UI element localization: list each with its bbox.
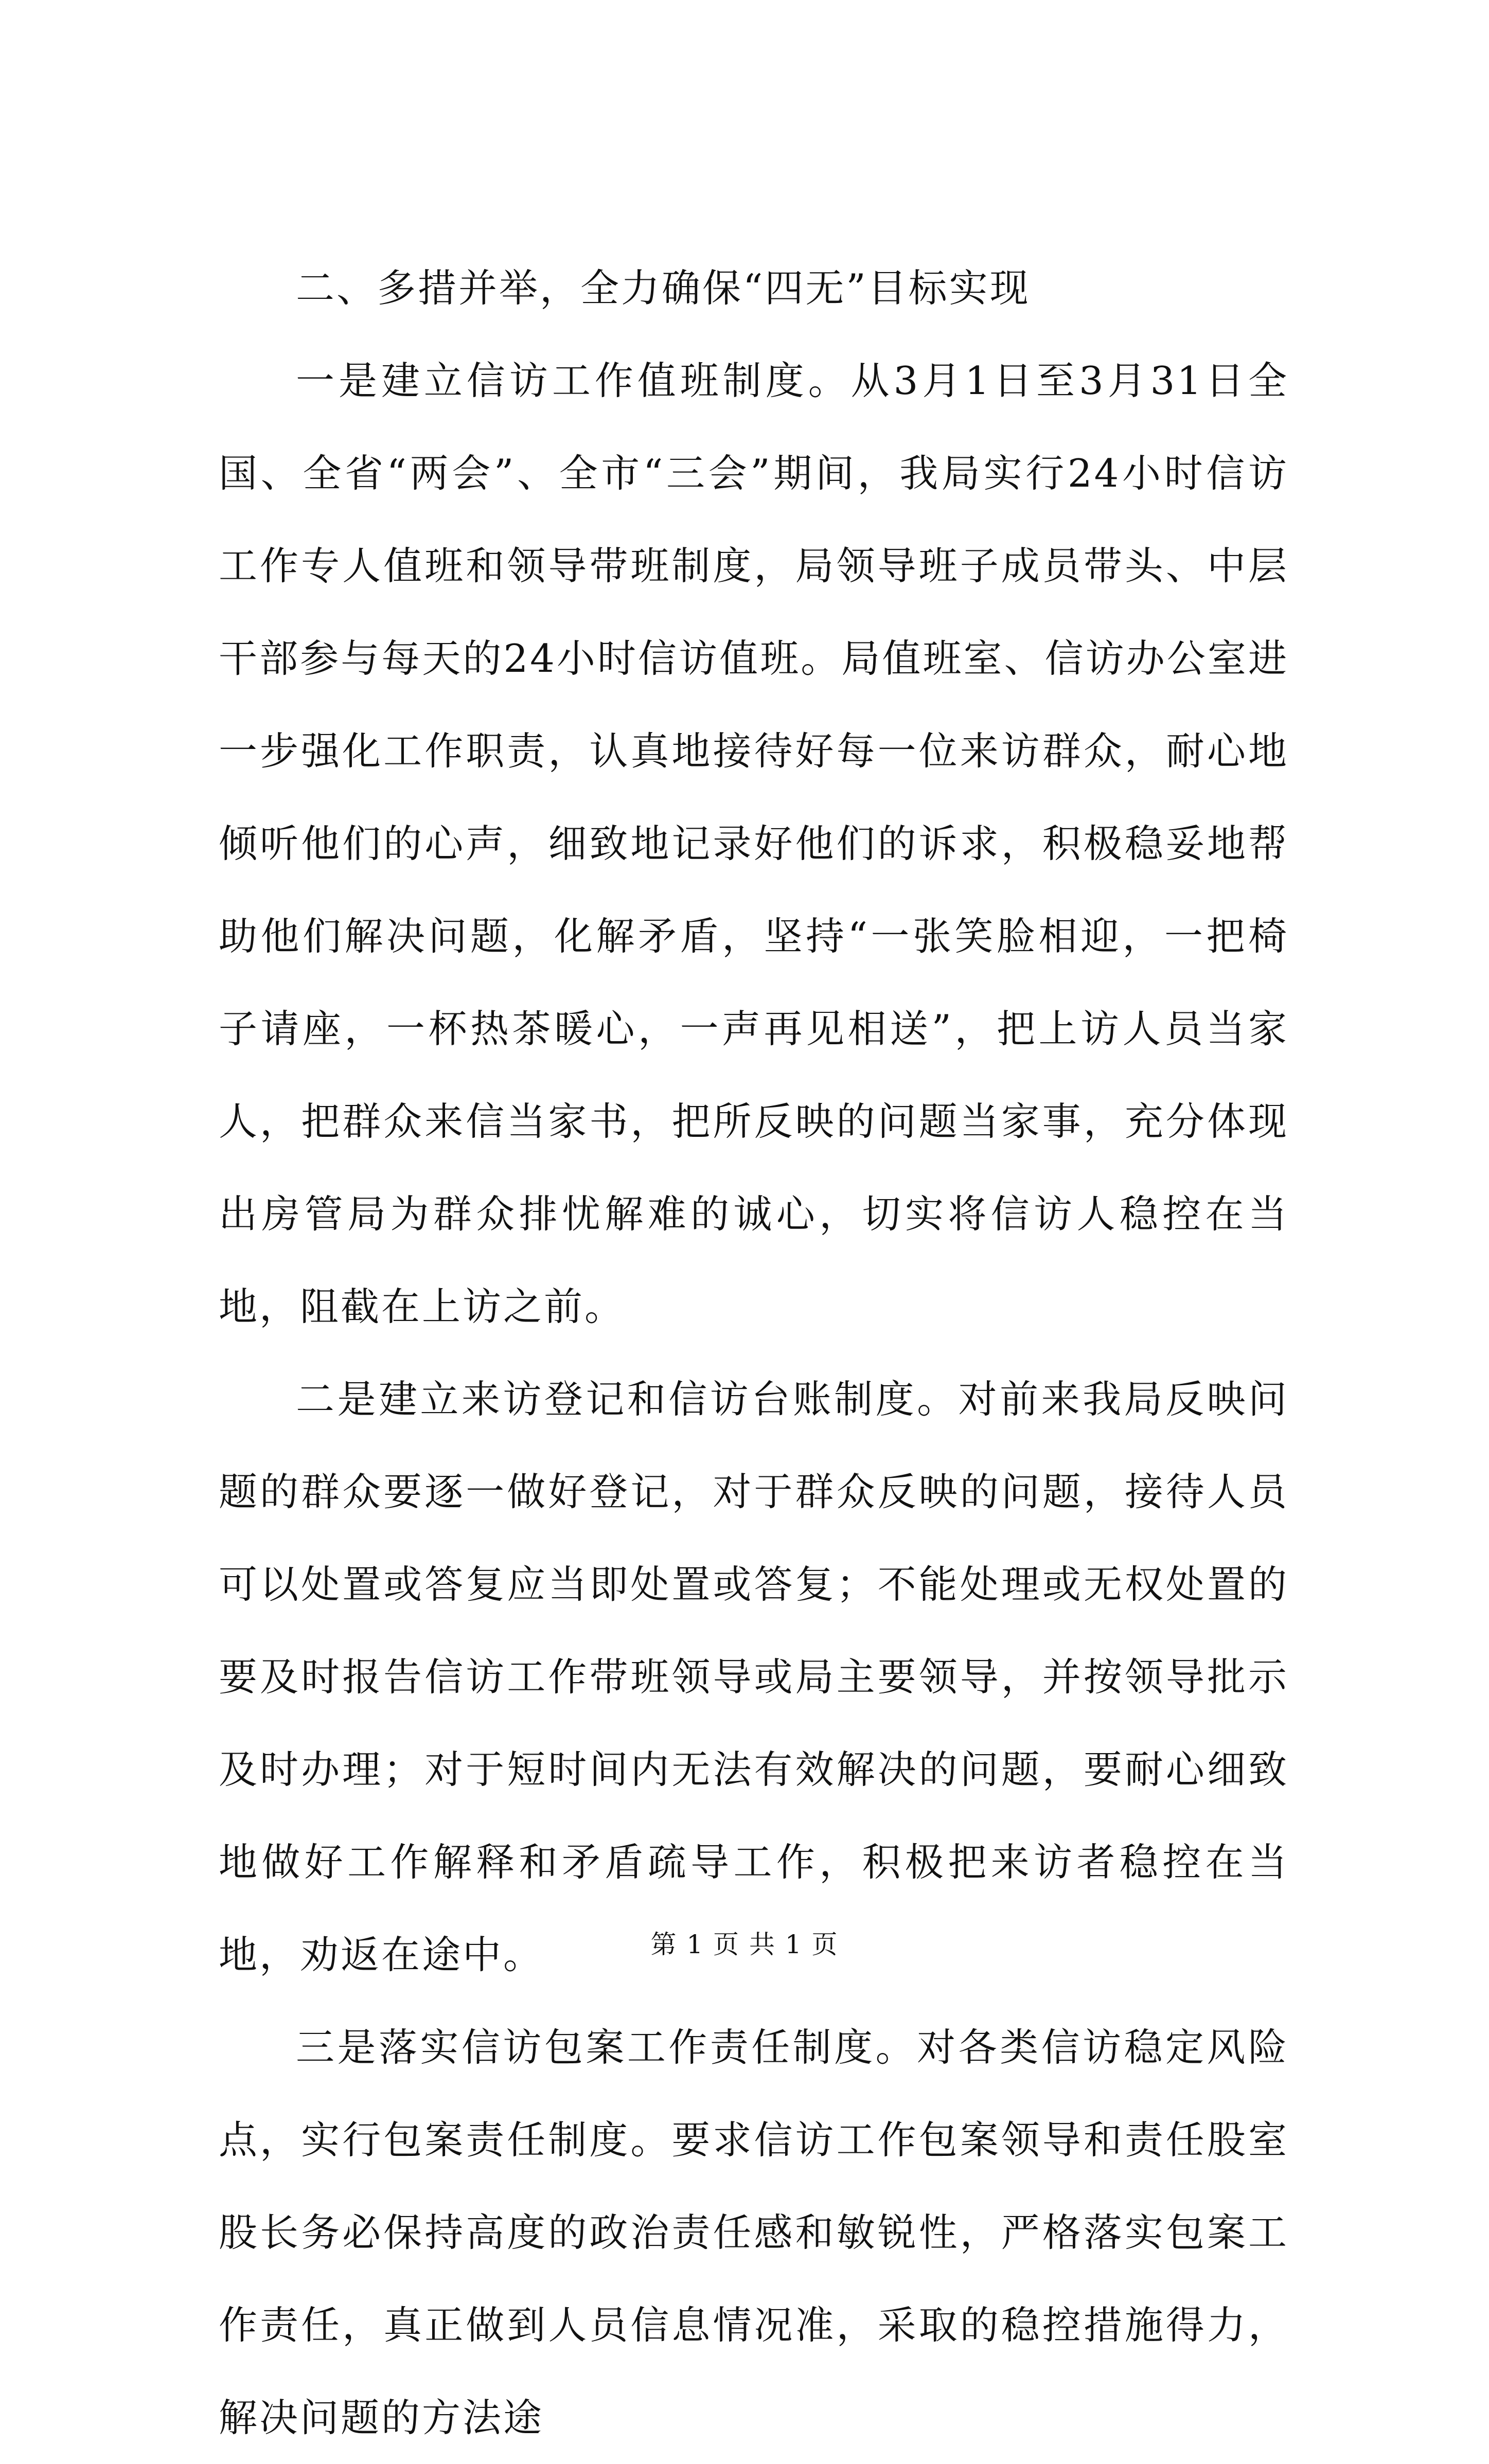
paragraph-duty-system: 一是建立信访工作值班制度。从3月1日至3月31日全国、全省“两会”、全市“三会”期间，我局实行24小时信访工作专人值班和领导带班制度，局领导班子成员带头、中层干部参与每天的24小时信访值班。局值班室、信访办公室进一步强化工作职责，认真地接待好每一位来访群众，耐心地倾听他们的心声，细致地记录好他们的诉求，积极稳妥地帮助他们解决问题，化解矛盾，坚持“一张笑脸相迎，一把椅子请座，一杯热茶暖心，一声再见相送”，把上访人员当家人，把群众来信当家书，把所反映的问题当家事，充分体现出房管局为群众排忧解难的诚心，切实将信访人稳控在当地，阻截在上访之前。 [219, 358, 1289, 1329]
paragraph-case-responsibility: 三是落实信访包案工作责任制度。对各类信访稳定风险点，实行包案责任制度。要求信访工作包案领导和责任股室股长务必保持高度的政治责任感和敏锐性，严格落实包案工作责任，真正做到人员信息情况准，采取的稳控措施得力，解决问题的方法途 [219, 2025, 1289, 2440]
section-heading: 二、多措并举，全力确保“四无”目标实现 [296, 265, 1031, 311]
document-body [219, 242, 1289, 2464]
page-footer: 第 1 页 共 1 页 [650, 1930, 839, 1959]
paragraph-registration-system: 二是建立来访登记和信访台账制度。对前来我局反映问题的群众要逐一做好登记，对于群众反映的问题，接待人员可以处置或答复应当即处置或答复；不能处理或无权处置的要及时报告信访工作带班领导或局主要领导，并按领导批示及时办理；对于短时间内无法有效解决的问题，要耐心细致地做好工作解释和矛盾疏导工作，积极把来访者稳控在当地，劝返在途中。 [219, 1377, 1289, 1977]
